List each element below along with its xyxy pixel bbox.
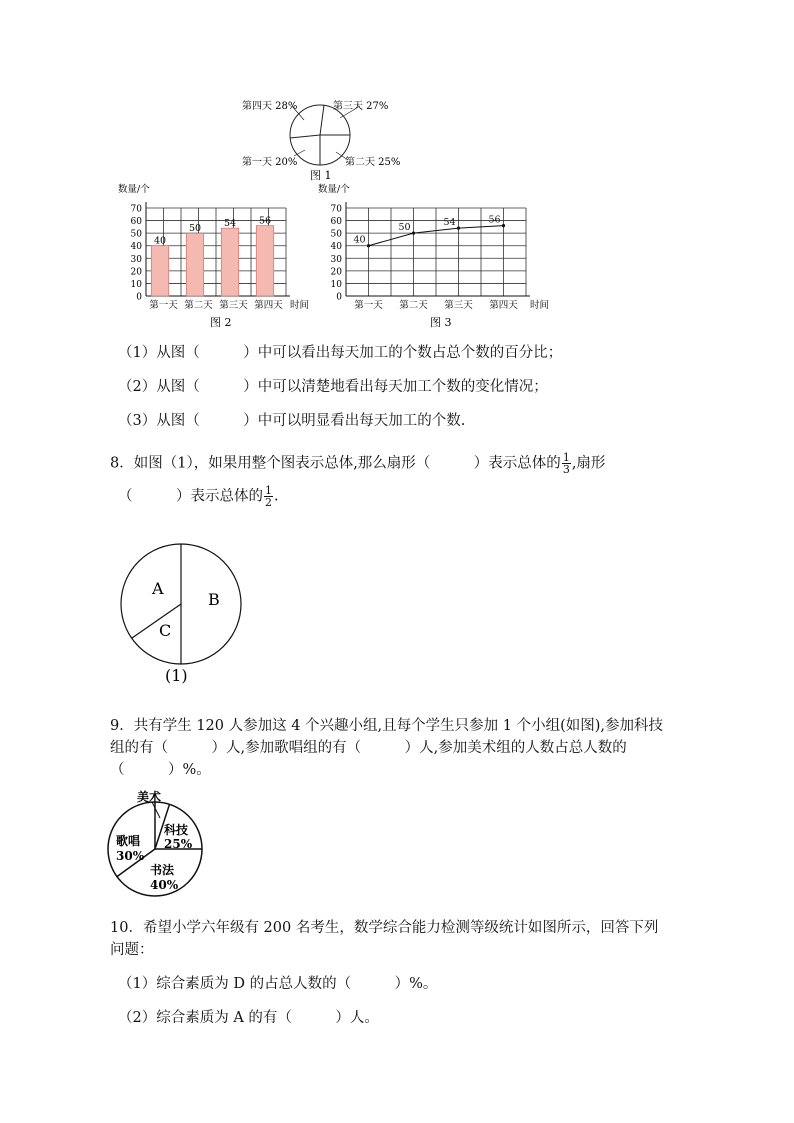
x-tick-label: 第三天 bbox=[219, 300, 248, 311]
bar bbox=[221, 228, 239, 296]
figure-3-line-chart bbox=[316, 180, 550, 329]
q8-text-4: . bbox=[274, 488, 279, 505]
bar bbox=[256, 226, 274, 296]
fraction-denominator: 3 bbox=[562, 463, 570, 476]
y-tick-label: 60 bbox=[330, 217, 342, 228]
y-tick-label: 0 bbox=[136, 292, 142, 303]
fraction-numerator: 1 bbox=[562, 451, 570, 464]
q8-text-1: 8．如图（1），如果用整个图表示总体,那么扇形（ ）表示总体的 bbox=[110, 455, 561, 472]
x-tick-label: 第二天 bbox=[399, 300, 428, 311]
pie-label-day2: 第二天 25% bbox=[345, 157, 401, 168]
q7-item-2: （2）从图（ ）中可以清楚地看出每天加工个数的变化情况； bbox=[118, 379, 548, 395]
bar-value-label: 56 bbox=[258, 215, 272, 227]
circle-radius bbox=[132, 604, 181, 638]
q8-text-2: ,扇形 bbox=[571, 455, 606, 472]
y-tick-label: 50 bbox=[130, 229, 142, 240]
q9-line-1: 9．共有学生 120 人参加这 4 个兴趣小组,且每个学生只参加 1 个小组(如图),参加科技 bbox=[110, 718, 664, 734]
y-tick-label: 0 bbox=[336, 292, 342, 303]
x-tick-label: 第一天 bbox=[149, 300, 178, 311]
y-tick-label: 30 bbox=[130, 254, 142, 265]
q8-line-2 bbox=[118, 485, 279, 508]
label-tech: 科技 bbox=[164, 823, 189, 837]
point-value-label: 54 bbox=[443, 217, 456, 229]
x-axis-title: 时间 bbox=[530, 300, 550, 311]
q10-item-2: （2）综合素质为 A 的有（ ）人。 bbox=[118, 1010, 379, 1026]
label-sing: 歌唱 bbox=[116, 834, 141, 848]
q7-item-1: （1）从图（ ）中可以看出每天加工的个数占总个数的百分比； bbox=[118, 345, 563, 361]
label-tech-pct: 25% bbox=[164, 837, 193, 851]
figure-1-pie-chart bbox=[230, 92, 410, 184]
q9-line-2: 组的有（ ）人,参加歌唱组的有（ ）人,参加美术组的人数占总人数的 bbox=[110, 740, 627, 756]
q10-line-2: 问题： bbox=[110, 942, 154, 958]
x-tick-label: 第四天 bbox=[489, 300, 518, 311]
q10-line-1: 10．希望小学六年级有 200 名考生，数学综合能力检测等级统计如图所示，回答下列 bbox=[110, 920, 659, 936]
x-tick-label: 第三天 bbox=[444, 300, 473, 311]
y-axis-title: 数量/个 bbox=[118, 184, 150, 195]
point-value-label: 50 bbox=[398, 222, 411, 234]
y-tick-label: 40 bbox=[130, 242, 142, 253]
fraction-one-half bbox=[264, 485, 273, 508]
y-axis-title: 数量/个 bbox=[318, 184, 350, 195]
x-tick-label: 第二天 bbox=[184, 300, 213, 311]
y-tick-label: 20 bbox=[130, 267, 142, 278]
sector-b-label: B bbox=[208, 590, 220, 609]
label-art: 美术 bbox=[137, 790, 162, 804]
q8-text-3: （ ）表示总体的 bbox=[118, 488, 263, 505]
y-tick-label: 60 bbox=[130, 217, 142, 228]
bar-value-label: 40 bbox=[153, 235, 167, 247]
q10-item-1: （1）综合素质为 D 的占总人数的（ ）%。 bbox=[118, 976, 438, 992]
label-calli-pct: 40% bbox=[150, 878, 179, 892]
bar-value-label: 50 bbox=[188, 223, 202, 235]
q9-line-3: （ ）%。 bbox=[110, 762, 211, 778]
q8-line-1 bbox=[110, 452, 605, 475]
y-tick-label: 70 bbox=[330, 204, 342, 215]
label-sing-pct: 30% bbox=[116, 849, 145, 863]
sector-c-label: C bbox=[159, 621, 172, 640]
data-point bbox=[367, 244, 370, 247]
x-tick-label: 第四天 bbox=[254, 300, 283, 311]
data-point bbox=[457, 227, 460, 230]
q8-circle-figure bbox=[110, 530, 250, 690]
x-tick-label: 第一天 bbox=[354, 300, 383, 311]
x-axis-title: 时间 bbox=[290, 300, 310, 311]
figure-2-bar-chart bbox=[116, 180, 331, 328]
fraction-numerator: 1 bbox=[265, 484, 272, 497]
pie-label-day1: 第一天 20% bbox=[242, 157, 298, 168]
q7-item-3: （3）从图（ ）中可以明显看出每天加工的个数. bbox=[118, 413, 466, 429]
bar bbox=[151, 246, 169, 296]
y-tick-label: 30 bbox=[330, 254, 342, 265]
fraction-one-third bbox=[562, 452, 571, 475]
label-calli: 书法 bbox=[150, 863, 175, 877]
y-tick-label: 20 bbox=[330, 267, 342, 278]
point-value-label: 56 bbox=[488, 214, 501, 226]
point-value-label: 40 bbox=[353, 234, 366, 246]
fraction-denominator: 2 bbox=[265, 496, 272, 509]
pie-label-day4: 第四天 28% bbox=[242, 101, 298, 112]
bar bbox=[186, 233, 204, 296]
pie-divider-3 bbox=[320, 105, 324, 135]
y-tick-label: 10 bbox=[130, 279, 142, 290]
figure-caption: (1) bbox=[165, 666, 188, 685]
y-tick-label: 70 bbox=[130, 204, 142, 215]
leader-line bbox=[152, 802, 160, 818]
data-point bbox=[502, 224, 505, 227]
y-tick-label: 40 bbox=[330, 242, 342, 253]
figure-caption: 图 2 bbox=[210, 316, 232, 329]
figure-caption: 图 3 bbox=[430, 316, 452, 329]
y-tick-label: 10 bbox=[330, 279, 342, 290]
bar-value-label: 54 bbox=[223, 218, 237, 230]
y-tick-label: 50 bbox=[330, 229, 342, 240]
data-point bbox=[412, 232, 415, 235]
figure-caption: 图 1 bbox=[310, 169, 332, 182]
pie-label-day3: 第三天 27% bbox=[333, 101, 389, 112]
q9-interest-group-pie bbox=[104, 788, 208, 902]
pie-divider-4 bbox=[290, 135, 320, 138]
sector-a-label: A bbox=[152, 579, 164, 598]
